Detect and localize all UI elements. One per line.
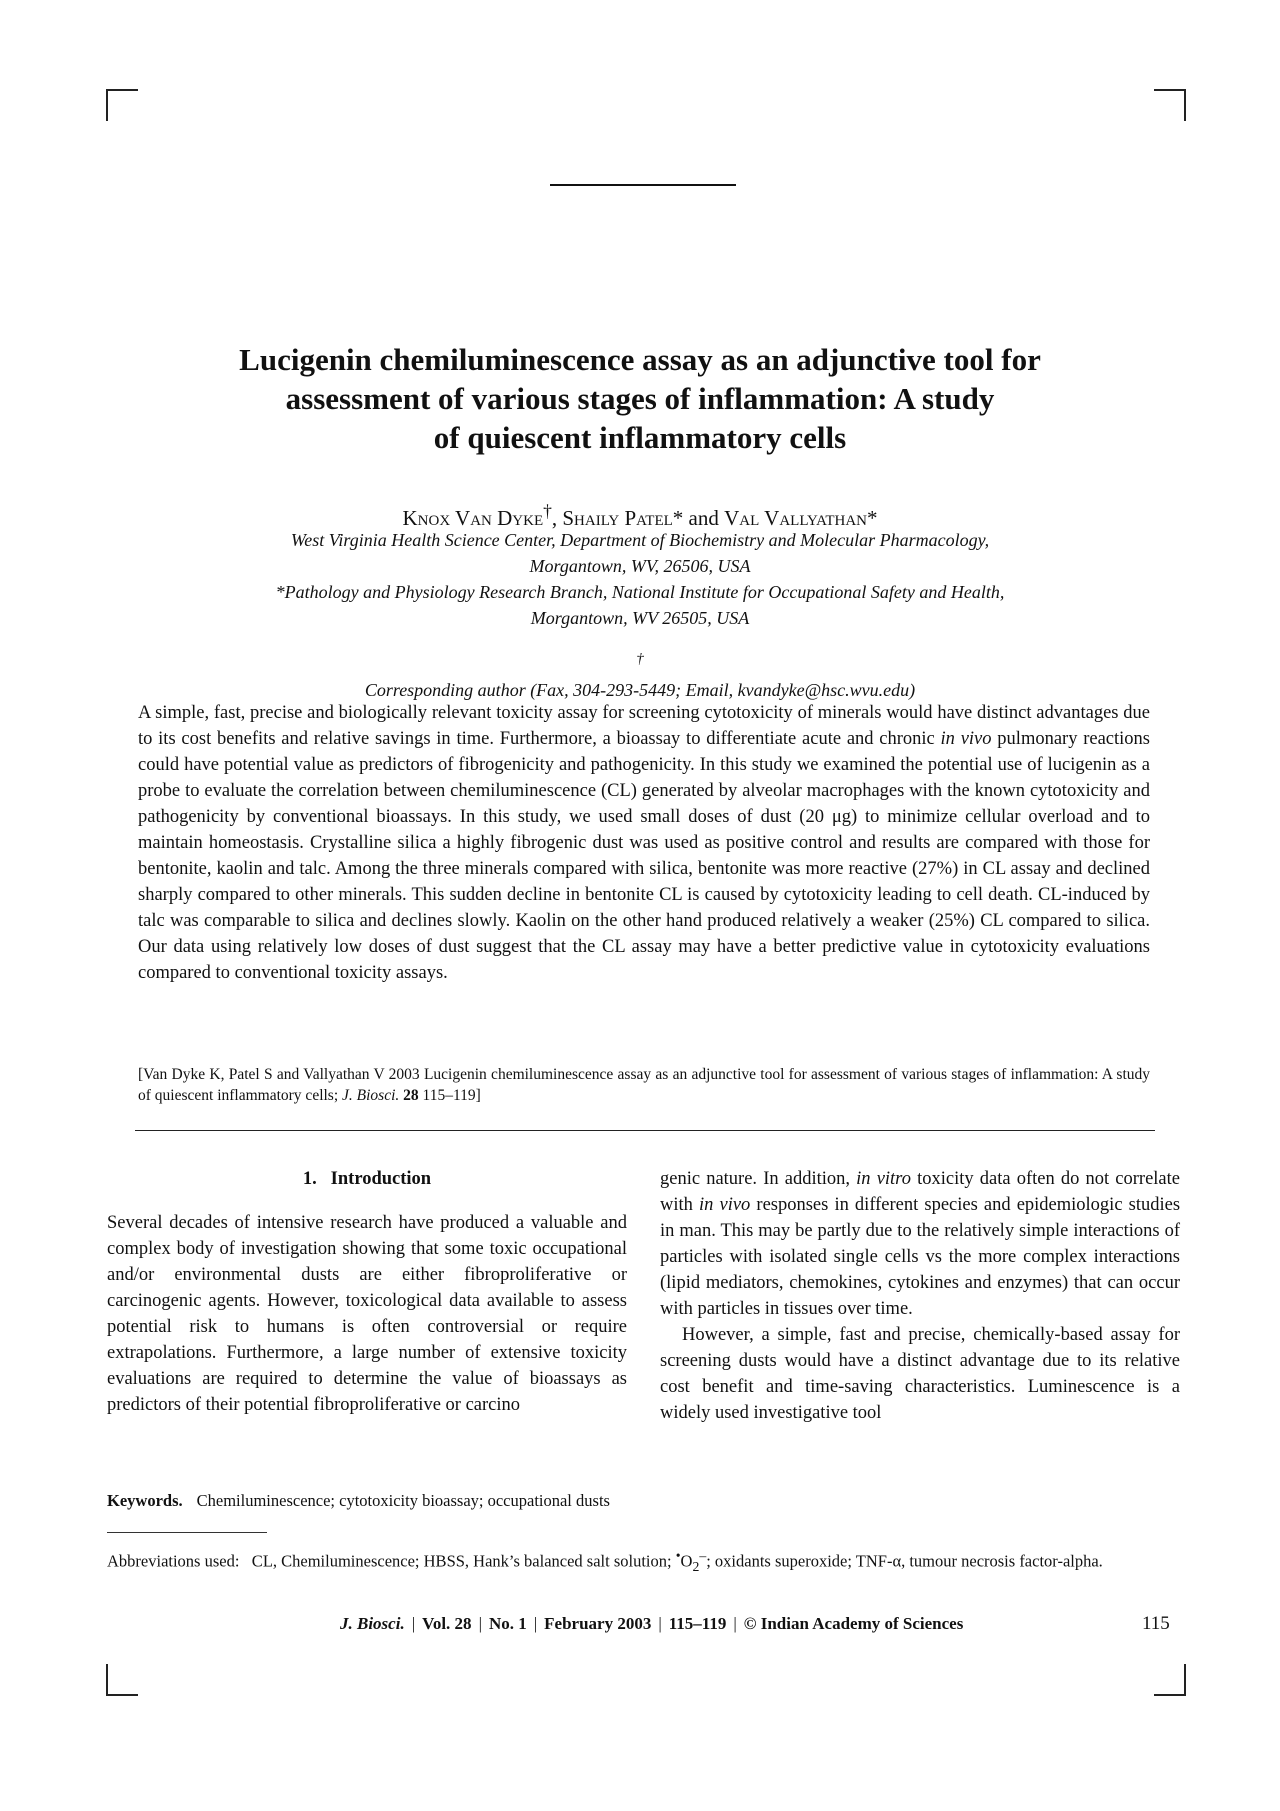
keywords: [107, 1490, 1187, 1512]
crop-mark-bottom-right: [1154, 1664, 1186, 1696]
journal-footer: [340, 1612, 1180, 1636]
crop-mark-bottom-left: [106, 1664, 138, 1696]
article-title: [140, 340, 1140, 457]
author-name: Knox Van Dyke: [402, 506, 544, 530]
body-text: genic nature. In addition,: [660, 1169, 857, 1189]
footer-separator: |: [658, 1614, 662, 1633]
author-mark: †: [543, 501, 552, 521]
right-column: [660, 1166, 1180, 1426]
body-italic: in vitro: [856, 1169, 911, 1189]
body-paragraph: [660, 1166, 1180, 1322]
affiliation-line: *Pathology and Physiology Research Branch, National Institute for Occupational Safety and Health,: [275, 582, 1005, 602]
crop-mark-top-left: [106, 89, 138, 121]
body-paragraph: However, a simple, fast and precise, chemically-based assay for screening dusts would have a distinct advantage due to its relative cost benefit and time-saving characteristics. Luminescence is a widely used investigative tool: [660, 1325, 1180, 1423]
section-divider: [135, 1130, 1155, 1131]
abbreviations: [107, 1545, 1182, 1578]
header-rule: [550, 184, 736, 186]
corresponding-author: [140, 646, 1140, 703]
footer-volume: Vol. 28: [422, 1614, 472, 1633]
author-separator: ,: [551, 506, 563, 530]
superoxide-sup: –: [699, 1548, 707, 1563]
citation-text: [Van Dyke K, Patel S and Vallyathan V 2003 Lucigenin chemiluminescence assay as an adjunctive tool for assessment of various stages of inflammation: A study of quiescent inflammatory cells;: [138, 1066, 1150, 1104]
left-column: [107, 1166, 627, 1418]
citation-volume: 28: [403, 1087, 419, 1104]
author-mark: *: [672, 506, 684, 530]
citation-pages: 115–119]: [418, 1087, 481, 1104]
corresponding-text: Corresponding author (Fax, 304-293-5449; Email, kvandyke@hsc.wvu.edu): [364, 680, 916, 700]
footnote-rule: [107, 1532, 267, 1533]
affiliation-1: [140, 527, 1140, 579]
corresponding-mark: †: [636, 651, 644, 667]
abstract-text: pulmonary reactions could have potential value as predictors of fibrogenicity and pathogenicity. In this study we examined the potential use of lucigenin as a probe to evaluate the correlation between chemiluminescence (CL) generated by alveolar macrophages with the known cytotoxicity and pathogenicity by conventional bioassays. In this study, we used small doses of dust (20 μg) to minimize cellular overload and to maintain homeostasis. Crystalline silica a highly fibrogenic dust was used as positive control and results are compared with those for bentonite, kaolin and talc. Among the three minerals compared with silica, bentonite was more reactive (27%) in CL assay and declined sharply compared to other minerals. This sudden decline in bentonite CL is caused by cytotoxicity leading to cell death. CL-induced by talc was comparable to silica and declines slowly. Kaolin on the other hand produced relatively a weaker (25%) CL compared to silica. Our data using relatively low doses of dust suggest that the CL assay may have a better predictive value in cytotoxicity evaluations compared to conventional toxicity assays.: [138, 729, 1150, 983]
footer-separator: |: [533, 1614, 538, 1633]
footer-journal: J. Biosci.: [340, 1614, 405, 1633]
affiliation-2: [140, 579, 1140, 631]
body-paragraph: Several decades of intensive research have produced a valuable and complex body of investigation showing that some toxic occupational and/or environmental dusts are either fibroproliferative or carcinogenic agents. However, toxicological data available to assess potential risk to humans is often controversial or require extrapolations. Furthermore, a large number of extensive toxicity evaluations are required to determine the value of bioassays as predictors of their potential fibroproliferative or carcino: [107, 1213, 627, 1415]
body-text: toxicity data often do not correlate with: [660, 1169, 1180, 1215]
crop-mark-top-right: [1154, 89, 1186, 121]
footer-pages: 115–119: [668, 1614, 727, 1633]
superoxide-sub: 2: [692, 1558, 700, 1574]
page-number: 115: [1142, 1613, 1170, 1634]
corresponding-line: [140, 646, 1140, 703]
affiliation-line: Morgantown, WV, 26506, USA: [529, 556, 751, 576]
footer-separator: |: [733, 1614, 737, 1633]
radical-dot: •: [675, 1548, 681, 1563]
section-heading: 1. Introduction: [302, 1169, 432, 1189]
abbreviations-text: Abbreviations used: CL, Chemiluminescence; HBSS, Hank’s balanced salt solution;: [107, 1551, 676, 1571]
abbreviations-text: ; oxidants superoxide; TNF-α, tumour necrosis factor-alpha.: [706, 1551, 1103, 1571]
title-line: of quiescent inflammatory cells: [433, 420, 847, 455]
author-separator: and: [683, 506, 725, 530]
affiliation-line: West Virginia Health Science Center, Department of Biochemistry and Molecular Pharmacology,: [290, 530, 990, 550]
superoxide-o: O: [680, 1551, 693, 1571]
abstract-italic: in vivo: [940, 729, 992, 749]
citation-journal: J. Biosci.: [342, 1087, 400, 1104]
citation: [138, 1064, 1150, 1106]
author-name: Val Vallyathan: [724, 506, 867, 530]
abstract-text: A simple, fast, precise and biologically relevant toxicity assay for screening cytotoxicity of minerals would have distinct advantages due to its cost benefits and relative savings in time. Furthermore, a bioassay to differentiate acute and chronic: [138, 703, 1150, 749]
author-mark: *: [866, 506, 878, 530]
footer-publisher: © Indian Academy of Sciences: [743, 1614, 964, 1633]
keywords-text: Chemiluminescence; cytotoxicity bioassay; occupational dusts: [196, 1491, 610, 1510]
author-name: Shaily Patel: [562, 506, 673, 530]
footer-date: February 2003: [544, 1614, 652, 1633]
affiliation-line: Morgantown, WV 26505, USA: [530, 608, 750, 628]
abstract: [138, 700, 1150, 986]
title-line: Lucigenin chemiluminescence assay as an adjunctive tool for: [239, 342, 1041, 377]
title-line: assessment of various stages of inflammation: A study: [285, 381, 995, 416]
footer-issue: No. 1: [488, 1614, 527, 1633]
keywords-label: Keywords.: [107, 1491, 183, 1510]
footer-separator: |: [411, 1614, 416, 1633]
body-text: responses in different species and epidemiologic studies in man. This may be partly due to the relatively simple interactions of particles with isolated single cells vs the more complex interactions (lipid mediators, chemokines, cytokines and enzymes) that can occur with particles in tissues over time.: [660, 1195, 1181, 1319]
body-italic: in vivo: [699, 1195, 751, 1215]
footer-separator: |: [478, 1614, 482, 1633]
